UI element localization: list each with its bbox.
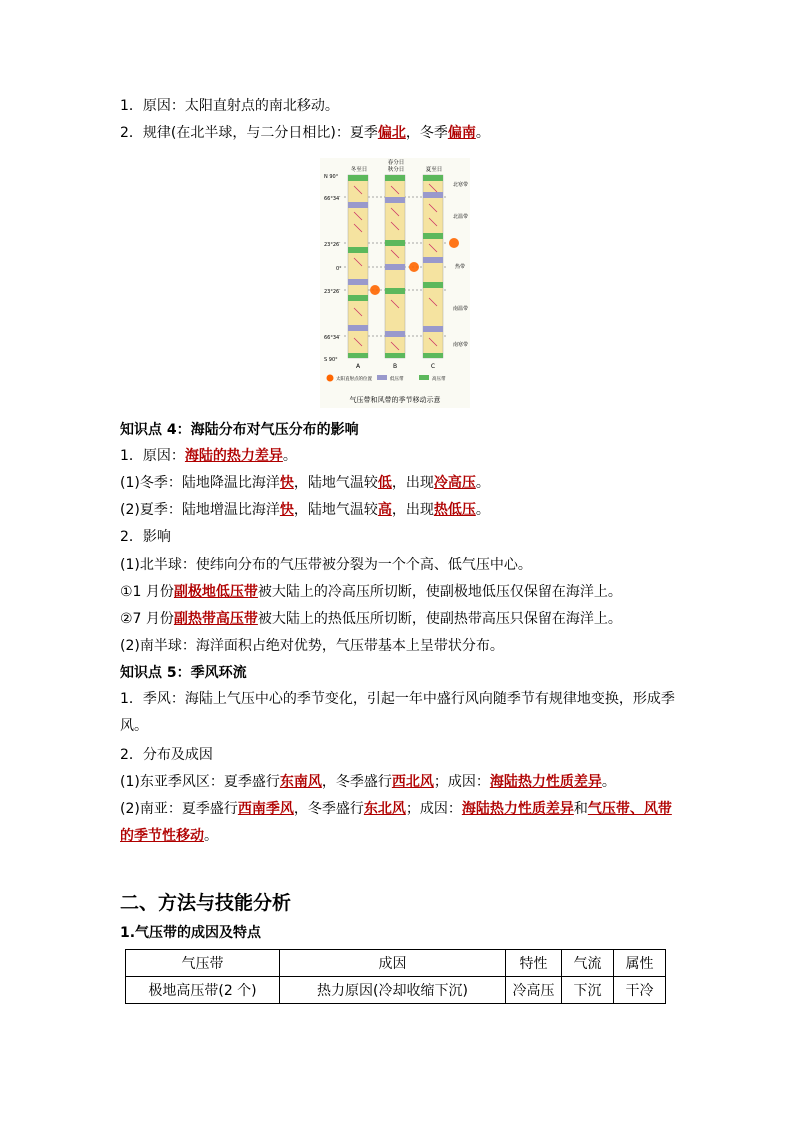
zone-tropical: 热带 <box>455 264 466 270</box>
rule-line <box>120 124 490 142</box>
legend-sun: 太阳直射点的位置 <box>336 377 372 382</box>
label-spring: 春分日 <box>387 160 405 166</box>
k4-line: (2)南半球：海洋面积占绝对优势，气压带基本上呈带状分布。 <box>120 638 504 654</box>
col-c: C <box>430 363 436 370</box>
table-header-row <box>126 950 666 977</box>
table-row <box>126 977 666 1004</box>
label-winter: 冬至日 <box>350 167 368 173</box>
pressure-belt-table <box>125 949 666 1004</box>
zone-north-cold: 北寒带 <box>453 182 469 188</box>
table-header: 气压带 <box>126 950 280 977</box>
table-title: 1.气压带的成因及特点 <box>120 925 262 941</box>
sun-point-c <box>449 238 459 248</box>
table-header: 成因 <box>280 950 506 977</box>
cause-line: 1．原因：太阳直射点的南北移动。 <box>120 98 339 114</box>
label-autumn: 秋分日 <box>387 167 405 173</box>
zone-south-cold: 南寒带 <box>453 342 469 348</box>
k4-line: 1．原因：海陆的热力差异。 <box>120 448 297 464</box>
lat-s90: S 90° <box>324 357 338 363</box>
legend-low: 低压带 <box>390 377 404 382</box>
rule-text: 。 <box>475 125 490 141</box>
table-cell: 下沉 <box>562 977 614 1004</box>
lat-6634n: 66°34′ <box>324 196 341 202</box>
k4-line: 2．影响 <box>120 529 171 545</box>
sun-point-b <box>409 262 419 272</box>
k5-line: 1．季风：海陆上气压中心的季节变化，引起一年中盛行风向随季节有规律地变换，形成季风。 <box>120 691 675 734</box>
k5-title: 知识点 5：季风环流 <box>120 665 247 681</box>
lat-6634s: 66°34′ <box>324 335 341 341</box>
k4-line: (1)北半球：使纬向分布的气压带被分裂为一个个高、低气压中心。 <box>120 557 532 573</box>
k5-line: 2．分布及成因 <box>120 747 213 763</box>
lat-2326s: 23°26′ <box>324 289 341 295</box>
table-header: 属性 <box>614 950 666 977</box>
table-cell: 干冷 <box>614 977 666 1004</box>
section-title: 二、方法与技能分析 <box>120 892 292 914</box>
zone-north-temperate: 北温带 <box>453 214 469 220</box>
k4-line: ①1 月份副极地低压带被大陆上的冷高压所切断，使副极地低压仅保留在海洋上。 <box>120 584 622 600</box>
k5-line: (1)东亚季风区：夏季盛行东南风，冬季盛行西北风；成因：海陆热力性质差异。 <box>120 774 616 790</box>
col-b: B <box>392 363 398 370</box>
pressure-belt-figure <box>320 158 470 408</box>
lat-n90: N 90° <box>324 174 339 180</box>
k4-line: (1)冬季：陆地降温比海洋快，陆地气温较低，出现冷高压。 <box>120 475 490 491</box>
sun-point-a <box>370 285 380 295</box>
table-header: 气流 <box>562 950 614 977</box>
zone-south-temperate: 南温带 <box>453 306 469 312</box>
lat-0: 0° <box>336 266 342 272</box>
answer-south: 偏南 <box>447 125 476 141</box>
k5-line: (2)南亚：夏季盛行西南季风，冬季盛行东北风；成因：海陆热力性质差异和气压带、风带的季节性移动。 <box>120 801 672 844</box>
rule-text: ，冬季 <box>405 125 448 141</box>
table-cell: 热力原因(冷却收缩下沉) <box>280 977 506 1004</box>
answer-north: 偏北 <box>377 125 406 141</box>
table-cell: 极地高压带(2 个) <box>126 977 280 1004</box>
legend-high: 高压带 <box>432 377 446 382</box>
figure-caption: 气压带和风带的季节移动示意 <box>349 396 441 404</box>
table-header: 特性 <box>506 950 562 977</box>
table-cell: 冷高压 <box>506 977 562 1004</box>
k4-line: ②7 月份副热带高压带被大陆上的热低压所切断，使副热带高压只保留在海洋上。 <box>120 611 622 627</box>
k4-line: (2)夏季：陆地增温比海洋快，陆地气温较高，出现热低压。 <box>120 502 490 518</box>
label-summer: 夏至日 <box>425 167 443 173</box>
k4-title: 知识点 4：海陆分布对气压分布的影响 <box>120 422 359 438</box>
lat-2326n: 23°26′ <box>324 242 341 248</box>
rule-text: 2．规律(在北半球，与二分日相比)：夏季 <box>120 125 378 141</box>
col-a: A <box>355 363 361 370</box>
